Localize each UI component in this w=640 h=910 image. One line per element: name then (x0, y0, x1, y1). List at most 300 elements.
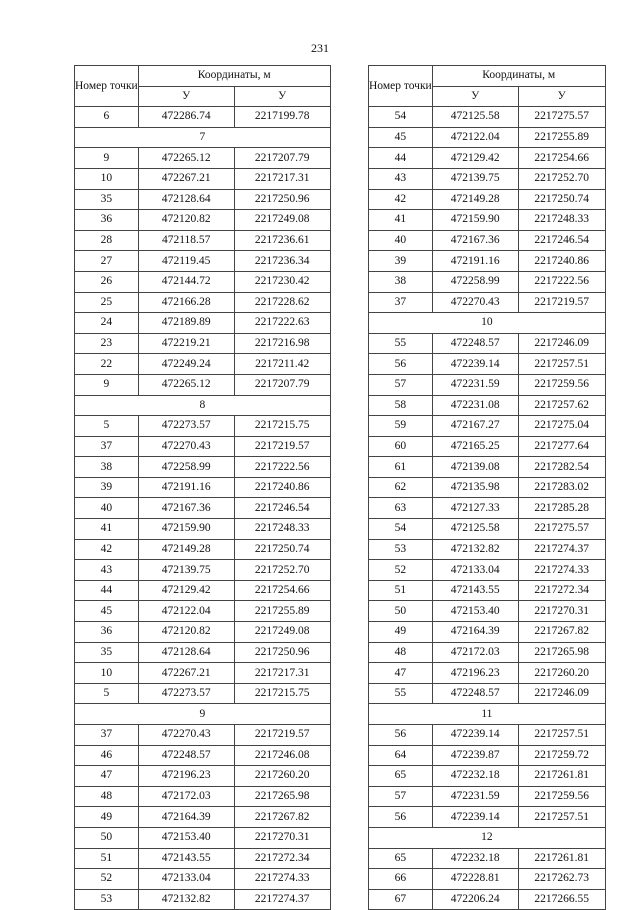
table-row (75, 168, 331, 189)
table-row (75, 560, 331, 581)
y-coordinate-cell: 2217275.57 (518, 519, 605, 540)
y-coordinate-cell: 2217272.34 (518, 580, 605, 601)
y-coordinate-cell: 2217240.86 (518, 251, 605, 272)
point-number-cell: 45 (75, 601, 139, 622)
table-row (75, 374, 331, 395)
table-row (75, 683, 331, 704)
y-coordinate-cell: 2217260.20 (234, 766, 330, 787)
y-coordinate-cell: 2217236.34 (234, 251, 330, 272)
point-number-cell: 35 (75, 642, 139, 663)
point-number-cell: 36 (75, 622, 139, 643)
x-coordinate-cell: 472286.74 (138, 107, 234, 128)
table-row (75, 580, 331, 601)
table-row (369, 642, 606, 663)
x-coordinate-cell: 472149.28 (138, 539, 234, 560)
x-coordinate-cell: 472239.14 (432, 807, 518, 828)
point-number-cell: 24 (75, 313, 139, 334)
point-number-cell: 49 (75, 807, 139, 828)
point-number-cell: 57 (369, 374, 433, 395)
x-coordinate-cell: 472189.89 (138, 313, 234, 334)
y-coordinate-cell: 2217222.56 (234, 457, 330, 478)
y-coordinate-cell: 2217257.51 (518, 807, 605, 828)
section-row (75, 395, 331, 416)
point-number-cell: 36 (75, 210, 139, 231)
x-coordinate-cell: 472120.82 (138, 210, 234, 231)
point-number-cell: 45 (369, 127, 433, 148)
x-coordinate-cell: 472270.43 (138, 436, 234, 457)
y-coordinate-cell: 2217207.79 (234, 374, 330, 395)
x-coordinate-cell: 472239.87 (432, 745, 518, 766)
table-row (75, 333, 331, 354)
table-row (75, 663, 331, 684)
x-coordinate-cell: 472267.21 (138, 663, 234, 684)
y-coordinate-cell: 2217246.09 (518, 683, 605, 704)
x-coordinate-cell: 472133.04 (432, 560, 518, 581)
table-row (369, 807, 606, 828)
point-number-cell: 42 (369, 189, 433, 210)
table-row (369, 271, 606, 292)
y-coordinate-cell: 2217260.20 (518, 663, 605, 684)
point-number-cell: 53 (75, 889, 139, 910)
point-number-cell: 39 (75, 477, 139, 498)
table-row (369, 107, 606, 128)
x-coordinate-cell: 472231.59 (432, 786, 518, 807)
y-coordinate-cell: 2217250.96 (234, 189, 330, 210)
y-header: У (234, 86, 330, 107)
x-coordinate-cell: 472164.39 (138, 807, 234, 828)
y-coordinate-cell: 2217199.78 (234, 107, 330, 128)
y-coordinate-cell: 2217222.63 (234, 313, 330, 334)
x-coordinate-cell: 472135.98 (432, 477, 518, 498)
table-row (369, 436, 606, 457)
y-coordinate-cell: 2217267.82 (518, 622, 605, 643)
table-row (369, 354, 606, 375)
table-row (369, 333, 606, 354)
point-number-header: Номер точки (369, 66, 433, 107)
table-row (75, 107, 331, 128)
table-row (75, 807, 331, 828)
y-coordinate-cell: 2217259.56 (518, 786, 605, 807)
table-row (369, 477, 606, 498)
point-number-cell: 50 (75, 827, 139, 848)
x-coordinate-cell: 472258.99 (138, 457, 234, 478)
table-row (369, 560, 606, 581)
point-number-cell: 44 (369, 148, 433, 169)
x-coordinate-cell: 472273.57 (138, 683, 234, 704)
table-row (75, 869, 331, 890)
table-row (369, 622, 606, 643)
x-coordinate-cell: 472265.12 (138, 374, 234, 395)
point-number-cell: 41 (369, 210, 433, 231)
point-number-cell: 48 (369, 642, 433, 663)
table-row (369, 766, 606, 787)
x-coordinate-cell: 472120.82 (138, 622, 234, 643)
y-coordinate-cell: 2217246.08 (234, 745, 330, 766)
x-header: У (138, 86, 234, 107)
y-coordinate-cell: 2217262.73 (518, 869, 605, 890)
x-coordinate-cell: 472270.43 (432, 292, 518, 313)
point-number-cell: 26 (75, 271, 139, 292)
table-row (369, 663, 606, 684)
point-number-cell: 6 (75, 107, 139, 128)
section-row (369, 313, 606, 334)
table-row (75, 642, 331, 663)
table-row (75, 416, 331, 437)
y-coordinate-cell: 2217230.42 (234, 271, 330, 292)
point-number-cell: 56 (369, 725, 433, 746)
point-number-cell: 62 (369, 477, 433, 498)
point-number-cell: 23 (75, 333, 139, 354)
point-number-cell: 46 (75, 745, 139, 766)
coordinates-table-left (74, 65, 331, 910)
x-coordinate-cell: 472267.21 (138, 168, 234, 189)
y-coordinate-cell: 2217252.70 (518, 168, 605, 189)
point-number-cell: 47 (369, 663, 433, 684)
section-row (75, 127, 331, 148)
table-row (75, 354, 331, 375)
y-coordinate-cell: 2217274.37 (234, 889, 330, 910)
table-row (75, 271, 331, 292)
x-coordinate-cell: 472128.64 (138, 189, 234, 210)
x-coordinate-cell: 472129.42 (138, 580, 234, 601)
table-row (369, 189, 606, 210)
y-coordinate-cell: 2217261.81 (518, 766, 605, 787)
y-coordinate-cell: 2217240.86 (234, 477, 330, 498)
table-row (369, 127, 606, 148)
table-row (75, 766, 331, 787)
y-coordinate-cell: 2217255.89 (234, 601, 330, 622)
point-number-cell: 52 (75, 869, 139, 890)
x-coordinate-cell: 472139.75 (138, 560, 234, 581)
point-number-cell: 25 (75, 292, 139, 313)
y-coordinate-cell: 2217216.98 (234, 333, 330, 354)
y-coordinate-cell: 2217274.37 (518, 539, 605, 560)
point-number-cell: 64 (369, 745, 433, 766)
x-coordinate-cell: 472125.58 (432, 519, 518, 540)
y-coordinate-cell: 2217219.57 (234, 725, 330, 746)
x-coordinate-cell: 472143.55 (138, 848, 234, 869)
table-row (369, 725, 606, 746)
point-number-cell: 40 (369, 230, 433, 251)
y-coordinate-cell: 2217207.79 (234, 148, 330, 169)
table-row (369, 683, 606, 704)
table-row (369, 251, 606, 272)
point-number-cell: 57 (369, 786, 433, 807)
x-coordinate-cell: 472196.23 (432, 663, 518, 684)
x-coordinate-cell: 472144.72 (138, 271, 234, 292)
table-row (75, 210, 331, 231)
coordinates-header: Координаты, м (432, 66, 605, 87)
x-coordinate-cell: 472122.04 (432, 127, 518, 148)
x-coordinate-cell: 472228.81 (432, 869, 518, 890)
y-coordinate-cell: 2217250.74 (234, 539, 330, 560)
table-row (369, 580, 606, 601)
point-number-cell: 22 (75, 354, 139, 375)
table-row (75, 539, 331, 560)
x-coordinate-cell: 472159.90 (138, 519, 234, 540)
point-number-cell: 65 (369, 848, 433, 869)
point-number-cell: 28 (75, 230, 139, 251)
y-coordinate-cell: 2217217.31 (234, 168, 330, 189)
page-number: 231 (311, 41, 329, 55)
x-coordinate-cell: 472232.18 (432, 766, 518, 787)
table-row (369, 869, 606, 890)
x-coordinate-cell: 472153.40 (138, 827, 234, 848)
table-row (369, 210, 606, 231)
table-row (369, 539, 606, 560)
table-row (75, 189, 331, 210)
y-coordinate-cell: 2217211.42 (234, 354, 330, 375)
table-row (75, 622, 331, 643)
table-row (369, 519, 606, 540)
y-coordinate-cell: 2217257.51 (518, 354, 605, 375)
y-coordinate-cell: 2217248.33 (518, 210, 605, 231)
point-number-cell: 58 (369, 395, 433, 416)
table-row (369, 889, 606, 910)
y-coordinate-cell: 2217222.56 (518, 271, 605, 292)
point-number-cell: 65 (369, 766, 433, 787)
x-coordinate-cell: 472139.08 (432, 457, 518, 478)
x-coordinate-cell: 472248.57 (432, 333, 518, 354)
y-coordinate-cell: 2217255.89 (518, 127, 605, 148)
y-coordinate-cell: 2217270.31 (518, 601, 605, 622)
x-coordinate-cell: 472231.08 (432, 395, 518, 416)
y-coordinate-cell: 2217246.54 (518, 230, 605, 251)
y-coordinate-cell: 2217228.62 (234, 292, 330, 313)
y-coordinate-cell: 2217283.02 (518, 477, 605, 498)
y-coordinate-cell: 2217257.62 (518, 395, 605, 416)
table-row (75, 477, 331, 498)
point-number-cell: 27 (75, 251, 139, 272)
y-coordinate-cell: 2217275.57 (518, 107, 605, 128)
y-coordinate-cell: 2217272.34 (234, 848, 330, 869)
table-row (75, 827, 331, 848)
table-row (75, 148, 331, 169)
table-row (75, 725, 331, 746)
section-row (369, 704, 606, 725)
y-coordinate-cell: 2217217.31 (234, 663, 330, 684)
x-coordinate-cell: 472143.55 (432, 580, 518, 601)
y-coordinate-cell: 2217246.54 (234, 498, 330, 519)
section-row (75, 704, 331, 725)
x-coordinate-cell: 472159.90 (432, 210, 518, 231)
point-number-cell: 48 (75, 786, 139, 807)
section-number: 12 (369, 827, 606, 848)
x-coordinate-cell: 472239.14 (432, 354, 518, 375)
point-number-cell: 55 (369, 333, 433, 354)
x-coordinate-cell: 472165.25 (432, 436, 518, 457)
x-coordinate-cell: 472248.57 (138, 745, 234, 766)
coordinates-table-right (368, 65, 606, 910)
table-row (75, 848, 331, 869)
table-row (75, 889, 331, 910)
y-coordinate-cell: 2217275.04 (518, 416, 605, 437)
y-coordinate-cell: 2217266.55 (518, 889, 605, 910)
point-number-cell: 63 (369, 498, 433, 519)
table-row (75, 498, 331, 519)
y-coordinate-cell: 2217215.75 (234, 416, 330, 437)
x-coordinate-cell: 472122.04 (138, 601, 234, 622)
x-coordinate-cell: 472128.64 (138, 642, 234, 663)
point-number-cell: 44 (75, 580, 139, 601)
y-coordinate-cell: 2217236.61 (234, 230, 330, 251)
x-coordinate-cell: 472133.04 (138, 869, 234, 890)
table-row (75, 230, 331, 251)
point-number-cell: 67 (369, 889, 433, 910)
x-coordinate-cell: 472127.33 (432, 498, 518, 519)
table-row (369, 395, 606, 416)
table-row (75, 745, 331, 766)
y-coordinate-cell: 2217259.72 (518, 745, 605, 766)
x-coordinate-cell: 472248.57 (432, 683, 518, 704)
y-coordinate-cell: 2217250.96 (234, 642, 330, 663)
x-coordinate-cell: 472231.59 (432, 374, 518, 395)
point-number-cell: 61 (369, 457, 433, 478)
point-number-cell: 41 (75, 519, 139, 540)
point-number-cell: 9 (75, 374, 139, 395)
x-coordinate-cell: 472132.82 (432, 539, 518, 560)
x-coordinate-cell: 472265.12 (138, 148, 234, 169)
x-coordinate-cell: 472118.57 (138, 230, 234, 251)
coordinates-header: Координаты, м (138, 66, 330, 87)
point-number-cell: 49 (369, 622, 433, 643)
section-number: 8 (75, 395, 331, 416)
y-coordinate-cell: 2217215.75 (234, 683, 330, 704)
x-coordinate-cell: 472167.36 (432, 230, 518, 251)
y-header: У (518, 86, 605, 107)
x-coordinate-cell: 472206.24 (432, 889, 518, 910)
x-coordinate-cell: 472239.14 (432, 725, 518, 746)
x-coordinate-cell: 472196.23 (138, 766, 234, 787)
y-coordinate-cell: 2217274.33 (518, 560, 605, 581)
y-coordinate-cell: 2217250.74 (518, 189, 605, 210)
y-coordinate-cell: 2217277.64 (518, 436, 605, 457)
x-coordinate-cell: 472232.18 (432, 848, 518, 869)
x-coordinate-cell: 472249.24 (138, 354, 234, 375)
point-number-cell: 43 (75, 560, 139, 581)
point-number-cell: 9 (75, 148, 139, 169)
x-coordinate-cell: 472167.36 (138, 498, 234, 519)
table-row (75, 786, 331, 807)
section-number: 9 (75, 704, 331, 725)
x-coordinate-cell: 472258.99 (432, 271, 518, 292)
section-number: 11 (369, 704, 606, 725)
x-coordinate-cell: 472219.21 (138, 333, 234, 354)
point-number-cell: 39 (369, 251, 433, 272)
table-row (369, 457, 606, 478)
x-coordinate-cell: 472149.28 (432, 189, 518, 210)
point-number-cell: 5 (75, 416, 139, 437)
y-coordinate-cell: 2217249.08 (234, 622, 330, 643)
x-header: У (432, 86, 518, 107)
point-number-cell: 51 (75, 848, 139, 869)
point-number-cell: 53 (369, 539, 433, 560)
table-row (369, 601, 606, 622)
y-coordinate-cell: 2217261.81 (518, 848, 605, 869)
table-row (369, 292, 606, 313)
point-number-cell: 59 (369, 416, 433, 437)
y-coordinate-cell: 2217246.09 (518, 333, 605, 354)
point-number-cell: 54 (369, 107, 433, 128)
table-row (75, 436, 331, 457)
table-row (369, 498, 606, 519)
y-coordinate-cell: 2217219.57 (518, 292, 605, 313)
table-row (369, 786, 606, 807)
y-coordinate-cell: 2217265.98 (518, 642, 605, 663)
y-coordinate-cell: 2217254.66 (234, 580, 330, 601)
point-number-cell: 37 (75, 436, 139, 457)
point-number-cell: 66 (369, 869, 433, 890)
point-number-cell: 56 (369, 354, 433, 375)
y-coordinate-cell: 2217257.51 (518, 725, 605, 746)
y-coordinate-cell: 2217252.70 (234, 560, 330, 581)
point-number-cell: 43 (369, 168, 433, 189)
point-number-cell: 54 (369, 519, 433, 540)
y-coordinate-cell: 2217282.54 (518, 457, 605, 478)
table-row (75, 601, 331, 622)
point-number-cell: 52 (369, 560, 433, 581)
y-coordinate-cell: 2217267.82 (234, 807, 330, 828)
table-row (75, 292, 331, 313)
y-coordinate-cell: 2217270.31 (234, 827, 330, 848)
x-coordinate-cell: 472119.45 (138, 251, 234, 272)
x-coordinate-cell: 472270.43 (138, 725, 234, 746)
y-coordinate-cell: 2217254.66 (518, 148, 605, 169)
table-row (75, 251, 331, 272)
point-number-cell: 35 (75, 189, 139, 210)
x-coordinate-cell: 472172.03 (432, 642, 518, 663)
y-coordinate-cell: 2217285.28 (518, 498, 605, 519)
point-number-cell: 38 (75, 457, 139, 478)
point-number-cell: 56 (369, 807, 433, 828)
x-coordinate-cell: 472167.27 (432, 416, 518, 437)
x-coordinate-cell: 472125.58 (432, 107, 518, 128)
x-coordinate-cell: 472166.28 (138, 292, 234, 313)
y-coordinate-cell: 2217248.33 (234, 519, 330, 540)
y-coordinate-cell: 2217219.57 (234, 436, 330, 457)
point-number-cell: 10 (75, 168, 139, 189)
table-row (369, 848, 606, 869)
point-number-cell: 37 (75, 725, 139, 746)
point-number-cell: 42 (75, 539, 139, 560)
table-row (75, 519, 331, 540)
section-number: 10 (369, 313, 606, 334)
point-number-cell: 10 (75, 663, 139, 684)
point-number-cell: 50 (369, 601, 433, 622)
point-number-cell: 5 (75, 683, 139, 704)
point-number-cell: 38 (369, 271, 433, 292)
table-row (369, 416, 606, 437)
point-number-cell: 55 (369, 683, 433, 704)
point-number-cell: 37 (369, 292, 433, 313)
point-number-header: Номер точки (75, 66, 139, 107)
x-coordinate-cell: 472191.16 (138, 477, 234, 498)
x-coordinate-cell: 472191.16 (432, 251, 518, 272)
table-row (369, 168, 606, 189)
table-row (75, 457, 331, 478)
point-number-cell: 47 (75, 766, 139, 787)
table-row (75, 313, 331, 334)
y-coordinate-cell: 2217274.33 (234, 869, 330, 890)
section-number: 7 (75, 127, 331, 148)
y-coordinate-cell: 2217249.08 (234, 210, 330, 231)
table-row (369, 148, 606, 169)
y-coordinate-cell: 2217265.98 (234, 786, 330, 807)
section-row (369, 827, 606, 848)
x-coordinate-cell: 472139.75 (432, 168, 518, 189)
table-row (369, 374, 606, 395)
x-coordinate-cell: 472273.57 (138, 416, 234, 437)
